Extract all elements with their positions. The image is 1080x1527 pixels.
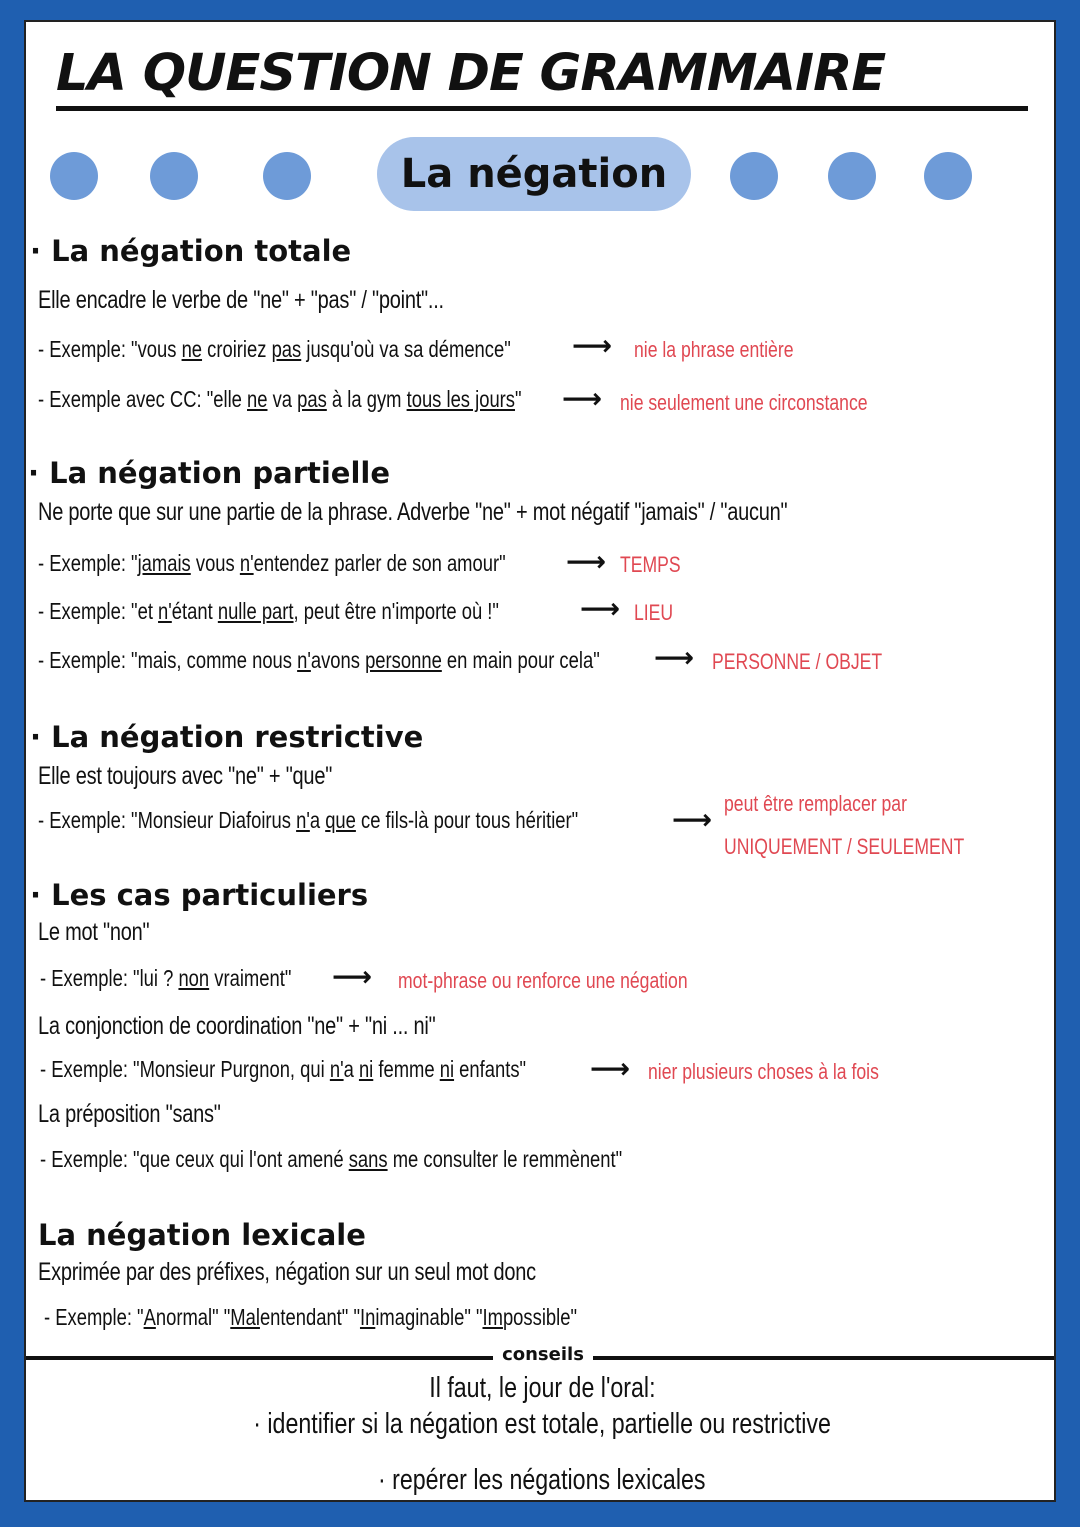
arrow-icon: ⟶ xyxy=(572,329,613,362)
definition-totale: Elle encadre le verbe de "ne" + "pas" / "point"... xyxy=(38,286,444,314)
conseils-intro: Il faut, le jour de l'oral: xyxy=(428,1372,656,1404)
note-partielle-2: LIEU xyxy=(634,600,674,625)
example-partielle-1: - Exemple: "jamais vous n'entendez parler de son amour" xyxy=(38,550,506,576)
page-title: LA QUESTION DE GRAMMAIRE xyxy=(56,44,886,103)
definition-partielle: Ne porte que sur une partie de la phrase. Adverbe "ne" + mot négatif "jamais" / "aucun" xyxy=(38,498,788,526)
example-restrictive: - Exemple: "Monsieur Diafoirus n'a que ce fils-là pour tous héritier" xyxy=(38,807,579,833)
note-non: mot-phrase ou renforce une négation xyxy=(398,968,688,993)
arrow-icon: ⟶ xyxy=(672,803,713,836)
subtitle-pill: La négation xyxy=(377,137,691,211)
arrow-icon: ⟶ xyxy=(562,382,603,415)
decorative-dot xyxy=(150,152,198,200)
arrow-icon: ⟶ xyxy=(332,960,373,993)
definition-restrictive: Elle est toujours avec "ne" + "que" xyxy=(38,762,333,790)
decorative-dot xyxy=(924,152,972,200)
heading-cas-particuliers: · Les cas particuliers xyxy=(30,878,369,912)
conseils-tip-1: · identifier si la négation est totale, partielle ou restrictive xyxy=(253,1408,831,1440)
decorative-dot xyxy=(730,152,778,200)
decorative-dot xyxy=(828,152,876,200)
arrow-icon: ⟶ xyxy=(566,545,607,578)
sub-mot-non: Le mot "non" xyxy=(38,918,150,946)
example-partielle-3: - Exemple: "mais, comme nous n'avons personne en main pour cela" xyxy=(38,647,600,673)
sub-preposition: La préposition "sans" xyxy=(38,1100,221,1128)
conseils-tip-2: · repérer les négations lexicales xyxy=(378,1464,706,1496)
heading-negation-lexicale: La négation lexicale xyxy=(38,1218,366,1252)
arrow-icon: ⟶ xyxy=(580,592,621,625)
divider xyxy=(593,1356,1056,1360)
decorative-dot xyxy=(263,152,311,200)
example-totale-1: - Exemple: "vous ne croiriez pas jusqu'où va sa démence" xyxy=(38,336,511,362)
decorative-dot xyxy=(50,152,98,200)
example-non: - Exemple: "lui ? non vraiment" xyxy=(40,965,292,991)
note-partielle-3: PERSONNE / OBJET xyxy=(712,649,883,674)
heading-negation-partielle: · La négation partielle xyxy=(28,456,391,490)
sheet xyxy=(24,20,1056,1502)
heading-negation-totale: · La négation totale xyxy=(30,234,352,268)
example-sans: - Exemple: "que ceux qui l'ont amené sans me consulter le remmènent" xyxy=(40,1146,623,1172)
sub-conjonction: La conjonction de coordination "ne" + "ni ... ni" xyxy=(38,1012,436,1040)
note-totale-2: nie seulement une circonstance xyxy=(620,390,868,415)
note-restrictive-2: UNIQUEMENT / SEULEMENT xyxy=(724,834,965,859)
conseils-label: conseils xyxy=(502,1344,584,1365)
example-ni-ni: - Exemple: "Monsieur Purgnon, qui n'a ni femme ni enfants" xyxy=(40,1056,527,1082)
note-partielle-1: TEMPS xyxy=(620,552,681,577)
definition-lexicale: Exprimée par des préfixes, négation sur un seul mot donc xyxy=(38,1258,536,1286)
arrow-icon: ⟶ xyxy=(590,1052,631,1085)
heading-negation-restrictive: · La négation restrictive xyxy=(30,720,424,754)
note-totale-1: nie la phrase entière xyxy=(634,337,794,362)
note-ni-ni: nier plusieurs choses à la fois xyxy=(648,1059,879,1084)
arrow-icon: ⟶ xyxy=(654,641,695,674)
divider xyxy=(26,1356,493,1360)
note-restrictive-1: peut être remplacer par xyxy=(724,791,907,816)
example-partielle-2: - Exemple: "et n'étant nulle part, peut être n'importe où !" xyxy=(38,598,499,624)
example-lexicale: - Exemple: "Anormal" "Malentendant" "Inimaginable" "Impossible" xyxy=(44,1304,577,1330)
example-totale-2: - Exemple avec CC: "elle ne va pas à la gym tous les jours" xyxy=(38,386,522,412)
title-underline xyxy=(56,106,1028,111)
